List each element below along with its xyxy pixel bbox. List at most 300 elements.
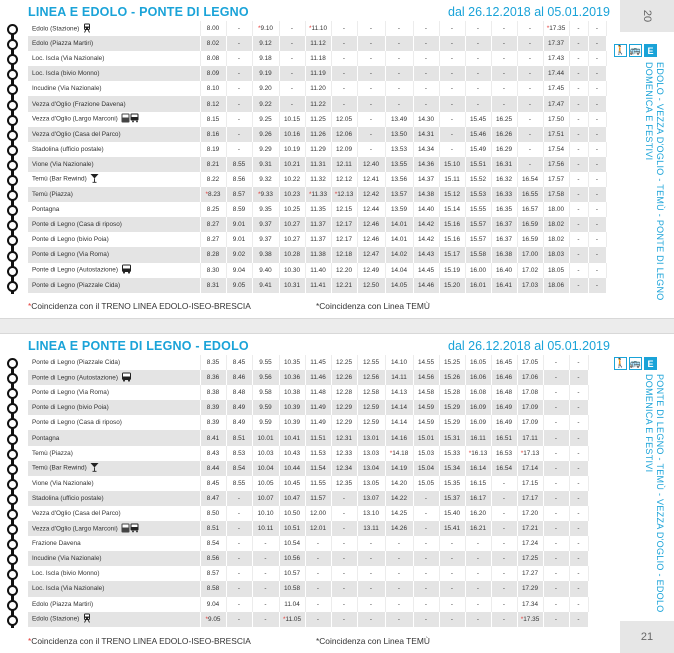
departure-time: 10.19 — [279, 142, 305, 157]
departure-time: 18.06 — [543, 278, 569, 293]
departure-time: - — [543, 385, 569, 400]
departure-time: - — [413, 66, 439, 81]
departure-time: 10.31 — [279, 278, 305, 293]
departure-time: 10.35 — [279, 355, 305, 370]
stop-name: Edolo (Piazza Martiri) — [28, 36, 200, 51]
departure-time: 18.00 — [543, 202, 569, 217]
departure-time: - — [226, 581, 252, 596]
departure-time: - — [465, 21, 491, 36]
departure-time: - — [357, 581, 385, 596]
validity-period: dal 26.12.2018 al 05.01.2019 — [448, 5, 610, 19]
route-stop-marker — [7, 205, 18, 216]
route-stop-marker — [7, 54, 18, 65]
departure-time: 9.56 — [252, 370, 279, 385]
route-stop-marker — [7, 418, 18, 429]
departure-time: 11.53 — [305, 446, 331, 461]
departure-time: 10.51 — [279, 521, 305, 536]
departure-time: 16.37 — [491, 232, 517, 247]
timetable — [28, 355, 589, 627]
departure-time: 11.46 — [305, 370, 331, 385]
departure-time: - — [569, 415, 588, 430]
departure-time: - — [569, 461, 588, 476]
departure-time: - — [439, 127, 465, 142]
departure-time: 8.43 — [200, 446, 226, 461]
table-row — [28, 400, 588, 415]
departure-time: - — [517, 36, 543, 51]
departure-time: - — [226, 66, 252, 81]
departure-time: 8.55 — [226, 157, 252, 172]
departure-time: - — [279, 21, 305, 36]
departure-time: - — [357, 566, 385, 581]
departure-time: - — [385, 51, 413, 66]
departure-time: - — [357, 551, 385, 566]
departure-time: 8.41 — [200, 430, 226, 445]
departure-time: 15.58 — [465, 247, 491, 262]
departure-time: 8.27 — [200, 232, 226, 247]
departure-time: 10.56 — [279, 551, 305, 566]
departure-time: 16.33 — [491, 187, 517, 202]
departure-time: - — [439, 21, 465, 36]
departure-time: 8.28 — [200, 247, 226, 262]
departure-time: - — [252, 597, 279, 612]
departure-time: - — [491, 597, 517, 612]
departure-time: 15.17 — [439, 247, 465, 262]
departure-time: - — [588, 36, 606, 51]
departure-time: 8.59 — [226, 202, 252, 217]
departure-time: 12.41 — [357, 172, 385, 187]
table-row — [28, 66, 606, 81]
departure-time: 8.45 — [226, 355, 252, 370]
page-number: 20 — [620, 0, 674, 32]
departure-time: - — [588, 217, 606, 232]
departure-time: - — [465, 597, 491, 612]
route-stop-marker — [7, 479, 18, 490]
departure-time: 15.12 — [439, 187, 465, 202]
departure-time: - — [413, 536, 439, 551]
departure-time: 11.57 — [305, 491, 331, 506]
departure-time: - — [517, 51, 543, 66]
departure-time: 14.40 — [413, 202, 439, 217]
departure-time: - — [279, 51, 305, 66]
departure-time: 9.01 — [226, 232, 252, 247]
departure-time: 12.01 — [305, 521, 331, 536]
route-stop-marker — [7, 615, 18, 626]
departure-time: 15.51 — [465, 157, 491, 172]
departure-time: 13.55 — [385, 157, 413, 172]
table-row — [28, 476, 588, 491]
departure-time: 17.15 — [517, 476, 543, 491]
departure-time: - — [226, 612, 252, 627]
table-row — [28, 491, 588, 506]
departure-time: 12.50 — [357, 278, 385, 293]
departure-time: 17.54 — [543, 142, 569, 157]
departure-time: - — [465, 81, 491, 96]
departure-time: - — [569, 263, 588, 278]
departure-time: - — [569, 476, 588, 491]
table-row — [28, 521, 588, 536]
departure-time: 8.51 — [226, 430, 252, 445]
departure-time: - — [357, 81, 385, 96]
table-row — [28, 157, 606, 172]
departure-time: 10.45 — [279, 476, 305, 491]
departure-time: *8.23 — [200, 187, 226, 202]
route-stop-marker — [7, 115, 18, 126]
departure-time: 17.17 — [517, 491, 543, 506]
stop-name: Incudine (Via Nazionale) — [28, 551, 200, 566]
table-row — [28, 597, 588, 612]
departure-time: - — [413, 597, 439, 612]
route-stop-marker — [7, 554, 18, 565]
departure-time: 13.11 — [357, 521, 385, 536]
departure-time: - — [588, 66, 606, 81]
departure-time: 8.31 — [200, 278, 226, 293]
departure-time: 10.10 — [252, 506, 279, 521]
departure-time: - — [252, 612, 279, 627]
departure-time: - — [413, 551, 439, 566]
departure-time: 10.28 — [279, 247, 305, 262]
departure-time: - — [279, 81, 305, 96]
departure-time: 16.57 — [517, 202, 543, 217]
departure-time: - — [413, 81, 439, 96]
departure-time: 8.51 — [200, 521, 226, 536]
stop-name: Ponte di Legno (Piazzale Cida) — [28, 355, 200, 370]
departure-time: 17.14 — [517, 461, 543, 476]
departure-time: 17.02 — [517, 263, 543, 278]
departure-time: 16.38 — [491, 247, 517, 262]
departure-time: 8.47 — [200, 491, 226, 506]
departure-time: 11.54 — [305, 461, 331, 476]
departure-time: 16.40 — [491, 263, 517, 278]
route-stop-marker — [7, 175, 18, 186]
departure-time: - — [279, 66, 305, 81]
departure-time: - — [226, 521, 252, 536]
departure-time: - — [569, 36, 588, 51]
line-badges — [614, 44, 657, 57]
stop-name: Stadolina (ufficio postale) — [28, 142, 200, 157]
departure-time: *11.05 — [279, 612, 305, 627]
departure-time: 8.09 — [200, 66, 226, 81]
route-stop-marker — [7, 69, 18, 80]
departure-time: - — [385, 21, 413, 36]
table-row — [28, 581, 588, 596]
departure-time: - — [413, 506, 439, 521]
table-row — [28, 202, 606, 217]
departure-time: - — [331, 597, 357, 612]
departure-time: 14.38 — [413, 187, 439, 202]
departure-time: 16.49 — [491, 415, 517, 430]
departure-time: - — [226, 36, 252, 51]
departure-time: 8.48 — [226, 385, 252, 400]
stop-name: Loc. Iscla (Via Nazionale) — [28, 51, 200, 66]
departure-time: - — [543, 566, 569, 581]
departure-time: 16.53 — [491, 446, 517, 461]
stop-name: Edolo (Stazione) — [28, 21, 200, 36]
departure-time: - — [569, 385, 588, 400]
departure-time: 11.55 — [305, 476, 331, 491]
departure-time: *11.10 — [305, 21, 331, 36]
departure-time: - — [305, 566, 331, 581]
departure-time: 14.37 — [413, 172, 439, 187]
departure-time: - — [413, 566, 439, 581]
departure-time: - — [331, 36, 357, 51]
departure-time: - — [385, 551, 413, 566]
departure-time: 17.43 — [543, 51, 569, 66]
departure-time: - — [491, 476, 517, 491]
departure-time: - — [385, 36, 413, 51]
departure-time: 8.21 — [200, 157, 226, 172]
route-stop-marker — [7, 524, 18, 535]
departure-time: 11.38 — [305, 247, 331, 262]
line-badges — [614, 357, 657, 370]
departure-time: 10.11 — [252, 521, 279, 536]
departure-time: 15.46 — [465, 127, 491, 142]
departure-time: *17.35 — [543, 21, 569, 36]
departure-time: *17.35 — [517, 612, 543, 627]
route-stop-marker — [7, 434, 18, 445]
route-stop-marker — [7, 539, 18, 550]
departure-time: 11.48 — [305, 385, 331, 400]
departure-time: 12.55 — [357, 355, 385, 370]
departure-time: *11.33 — [305, 187, 331, 202]
departure-time: - — [385, 566, 413, 581]
departure-time: 11.37 — [305, 232, 331, 247]
stop-name: Vezza d'Oglio (Casa del Parco) — [28, 127, 200, 142]
departure-time: - — [517, 112, 543, 127]
departure-time: 18.03 — [543, 247, 569, 262]
departure-time: - — [357, 96, 385, 111]
table-row — [28, 96, 606, 111]
timetable-edolo-ponte-di-legno — [0, 0, 674, 318]
departure-time: 15.05 — [413, 476, 439, 491]
departure-time: - — [491, 36, 517, 51]
departure-time: 9.35 — [252, 202, 279, 217]
departure-time: - — [569, 127, 588, 142]
stop-name: Temù (Bar Rewind) — [28, 172, 200, 187]
departure-time: - — [588, 96, 606, 111]
stop-name: Ponte di Legno (bivio Poia) — [28, 232, 200, 247]
cocktail-icon — [90, 462, 99, 474]
departure-time: 10.22 — [279, 172, 305, 187]
departure-time: - — [305, 612, 331, 627]
departure-time: - — [226, 142, 252, 157]
route-stop-marker — [7, 281, 18, 292]
departure-time: 8.49 — [226, 415, 252, 430]
table-row — [28, 142, 606, 157]
table-row — [28, 81, 606, 96]
departure-time: 9.59 — [252, 415, 279, 430]
departure-time: 8.56 — [226, 172, 252, 187]
departure-time: - — [588, 81, 606, 96]
stop-name: Temù (Piazza) — [28, 446, 200, 461]
route-stop-marker — [7, 145, 18, 156]
timetable — [28, 21, 607, 293]
route-stop-marker — [7, 600, 18, 611]
stop-name: Ponte di Legno (bivio Poia) — [28, 400, 200, 415]
departure-time: - — [543, 506, 569, 521]
departure-time: - — [569, 232, 588, 247]
departure-time: - — [305, 597, 331, 612]
departure-time: 10.54 — [279, 536, 305, 551]
departure-time: - — [543, 446, 569, 461]
departure-time: 12.26 — [331, 370, 357, 385]
departure-time: 17.03 — [517, 278, 543, 293]
departure-time: 8.46 — [226, 370, 252, 385]
departure-time: 17.45 — [543, 81, 569, 96]
departure-time: 15.45 — [465, 112, 491, 127]
departure-time: 15.31 — [439, 430, 465, 445]
departure-time: 11.37 — [305, 217, 331, 232]
departure-time: - — [357, 66, 385, 81]
departure-time: - — [569, 278, 588, 293]
departure-time: *9.33 — [252, 187, 279, 202]
departure-time: - — [331, 536, 357, 551]
departure-time: 11.51 — [305, 430, 331, 445]
departure-time: - — [357, 21, 385, 36]
departure-time: - — [439, 566, 465, 581]
departure-time: - — [588, 112, 606, 127]
departure-time: - — [569, 172, 588, 187]
departure-time: 8.38 — [200, 385, 226, 400]
route-stop-marker — [7, 100, 18, 111]
departure-time: 17.09 — [517, 415, 543, 430]
footnote-train: *Coincidenza con il TRENO LINEA EDOLO-ISEO-BRESCIA — [28, 301, 251, 311]
departure-time: - — [439, 81, 465, 96]
line-e-badge: E — [644, 44, 657, 57]
departure-time: - — [517, 81, 543, 96]
departure-time: 16.54 — [491, 461, 517, 476]
departure-time: - — [491, 536, 517, 551]
departure-time: 17.00 — [517, 247, 543, 262]
departure-time: 18.02 — [543, 217, 569, 232]
departure-time: - — [569, 446, 588, 461]
departure-time: 14.45 — [413, 263, 439, 278]
departure-time: 9.37 — [252, 232, 279, 247]
departure-time: 15.25 — [439, 355, 465, 370]
train-icon — [82, 613, 92, 625]
departure-time: 16.37 — [491, 217, 517, 232]
route-stop-marker — [7, 449, 18, 460]
departure-time: 10.07 — [252, 491, 279, 506]
departure-time: - — [465, 612, 491, 627]
departure-time: - — [439, 66, 465, 81]
departure-time: 17.27 — [517, 566, 543, 581]
departure-time: - — [543, 521, 569, 536]
departure-time: 12.28 — [331, 385, 357, 400]
departure-time: - — [491, 506, 517, 521]
departure-time: 17.08 — [517, 385, 543, 400]
departure-time: - — [569, 81, 588, 96]
departure-time: 14.42 — [413, 217, 439, 232]
table-row — [28, 172, 606, 187]
departure-time: 12.58 — [357, 385, 385, 400]
departure-time: 17.05 — [517, 355, 543, 370]
departure-time: - — [279, 36, 305, 51]
stop-name: Vione (Via Nazionale) — [28, 476, 200, 491]
departure-time: 15.34 — [439, 461, 465, 476]
departure-time: 10.43 — [279, 446, 305, 461]
validity-period: dal 26.12.2018 al 05.01.2019 — [448, 339, 610, 353]
departure-time: 9.20 — [252, 81, 279, 96]
departure-time: 13.59 — [385, 202, 413, 217]
departure-time: 12.31 — [331, 430, 357, 445]
departure-time: - — [465, 551, 491, 566]
table-row — [28, 551, 588, 566]
departure-time: 8.57 — [200, 566, 226, 581]
departure-time: 17.20 — [517, 506, 543, 521]
page-divider — [0, 318, 674, 334]
departure-time: 12.06 — [331, 127, 357, 142]
departure-time: 15.57 — [465, 217, 491, 232]
departure-time: 13.57 — [385, 187, 413, 202]
departure-time: - — [331, 21, 357, 36]
table-row — [28, 127, 606, 142]
stop-name: Temù (Piazza) — [28, 187, 200, 202]
departure-time: 13.10 — [357, 506, 385, 521]
departure-time: 15.10 — [439, 157, 465, 172]
stop-name: Ponte di Legno (Casa di riposo) — [28, 217, 200, 232]
departure-time: - — [569, 491, 588, 506]
departure-time: 17.21 — [517, 521, 543, 536]
departure-time: 14.14 — [385, 400, 413, 415]
departure-time: *12.13 — [331, 187, 357, 202]
departure-time: 9.01 — [226, 217, 252, 232]
departure-time: 13.49 — [385, 112, 413, 127]
table-row — [28, 263, 606, 278]
departure-time: - — [491, 612, 517, 627]
departure-time: 14.22 — [385, 491, 413, 506]
departure-time: 9.38 — [252, 247, 279, 262]
departure-time: - — [331, 66, 357, 81]
table-row — [28, 506, 588, 521]
departure-time: 9.19 — [252, 66, 279, 81]
departure-time: 14.56 — [413, 370, 439, 385]
departure-time: - — [439, 612, 465, 627]
departure-time: 8.39 — [200, 415, 226, 430]
route-stop-marker — [7, 24, 18, 35]
departure-time: - — [357, 36, 385, 51]
departure-time: - — [491, 96, 517, 111]
departure-time: 15.37 — [439, 491, 465, 506]
stop-name: Temù (Bar Rewind) — [28, 461, 200, 476]
departure-time: 10.41 — [279, 430, 305, 445]
table-row — [28, 385, 588, 400]
departure-time: - — [357, 51, 385, 66]
departure-time: 12.33 — [331, 446, 357, 461]
departure-time: 15.14 — [439, 202, 465, 217]
table-row — [28, 370, 588, 385]
departure-time: 12.42 — [357, 187, 385, 202]
departure-time: 12.29 — [331, 415, 357, 430]
departure-time: - — [569, 597, 588, 612]
departure-time: 12.34 — [331, 461, 357, 476]
departure-time: - — [226, 112, 252, 127]
departure-time: 16.15 — [465, 476, 491, 491]
departure-time: - — [569, 370, 588, 385]
departure-time: 16.51 — [491, 430, 517, 445]
departure-time: 14.04 — [385, 263, 413, 278]
departure-time: 12.59 — [357, 400, 385, 415]
departure-time: - — [569, 247, 588, 262]
departure-time: - — [331, 581, 357, 596]
stop-name: Loc. Iscla (bivio Monno) — [28, 66, 200, 81]
departure-time: 16.11 — [465, 430, 491, 445]
departure-time: 17.34 — [517, 597, 543, 612]
departure-time: *9.05 — [200, 612, 226, 627]
departure-time: 9.22 — [252, 96, 279, 111]
departure-time: 8.58 — [200, 581, 226, 596]
departure-time: - — [439, 96, 465, 111]
departure-time: 8.36 — [200, 370, 226, 385]
